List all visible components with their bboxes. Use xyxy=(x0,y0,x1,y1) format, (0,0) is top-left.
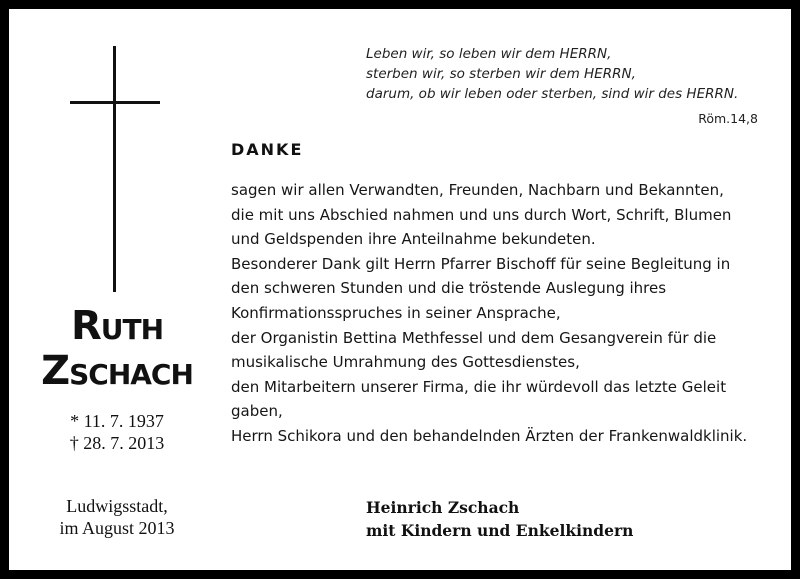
text-line: die mit uns Abschied nahmen und uns durch Wort, Schrift, Blumen xyxy=(231,205,732,224)
life-dates xyxy=(27,410,207,454)
verse-reference: Röm.14,8 xyxy=(698,111,758,126)
signature-name: Heinrich Zschach xyxy=(366,498,520,517)
text-line: sagen wir allen Verwandten, Freunden, Nachbarn und Bekannten, xyxy=(231,181,724,199)
text-line: Konfirmationsspruches in seiner Ansprache, xyxy=(231,303,561,322)
text-line: den Mitarbeitern unserer Firma, die ihr würdevoll das letzte Geleit xyxy=(231,377,727,396)
thanks-heading: DANKE xyxy=(231,140,304,159)
date: im August 2013 xyxy=(59,518,175,538)
signature-family: mit Kindern und Enkelkindern xyxy=(366,521,634,540)
bible-verse xyxy=(366,44,786,104)
verse-line: sterben wir, so sterben wir dem HERRN, xyxy=(366,66,636,82)
cross-icon-horizontal-bar xyxy=(70,101,160,104)
verse-line: darum, ob wir leben oder sterben, sind wir des HERRN. xyxy=(366,86,739,102)
death-date: † 28. 7. 2013 xyxy=(69,433,165,453)
deceased-first-name: Ruth xyxy=(70,303,164,349)
birth-date: * 11. 7. 1937 xyxy=(70,411,164,431)
text-line: gaben, xyxy=(231,402,283,421)
deceased-last-name: Zschach xyxy=(41,348,193,394)
text-line: der Organistin Bettina Methfessel und dem Gesangverein für die xyxy=(231,328,717,347)
cross-icon-vertical-bar xyxy=(113,46,116,292)
verse-line: Leben wir, so leben wir dem HERRN, xyxy=(366,46,612,62)
text-line: Besonderer Dank gilt Herrn Pfarrer Bischoff für seine Begleitung in xyxy=(231,254,731,273)
signature xyxy=(366,496,766,542)
place: Ludwigsstadt, xyxy=(66,496,168,516)
text-line: den schweren Stunden und die tröstende Auslegung ihres xyxy=(231,279,667,298)
thanks-text xyxy=(231,178,791,449)
text-line: Herrn Schikora und den behandelnden Ärzten der Frankenwaldklinik. xyxy=(231,426,748,445)
text-line: musikalische Umrahmung des Gottesdienstes, xyxy=(231,353,580,372)
text-line: und Geldspenden ihre Anteilnahme bekundeten. xyxy=(231,230,596,249)
place-and-date xyxy=(27,495,207,539)
